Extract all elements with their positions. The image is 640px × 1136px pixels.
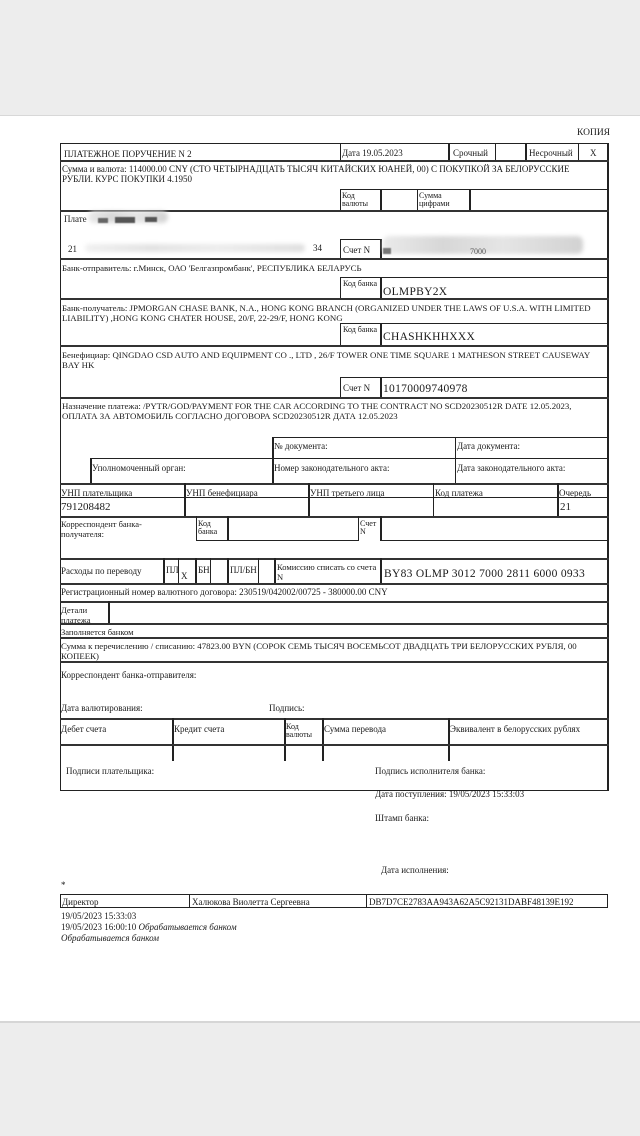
copy-label: КОПИЯ	[577, 128, 611, 138]
beneficiary-text: Бенефициар: QINGDAO CSD AUTO AND EQUIPMENT CO ., LTD , 26/F TOWER ONE TIME SQUARE 1 MATHESON STREET CAUSEWAY BAY HK	[62, 350, 590, 370]
amount-text: Сумма и валюта: 114000.00 CNY (СТО ЧЕТЫРНАДЦАТЬ ТЫСЯЧ КИТАЙСКИХ ЮАНЕЙ, 00) С ПОКУПКОЙ ЗА БЕЛОРУССКИЕ РУБЛИ. КУРС ПОКУПКИ 4.1950	[62, 164, 570, 184]
signer-name: Халюкова Виолетта Сергеевна	[192, 897, 310, 907]
law-number-label: Номер законодательного акта:	[274, 463, 390, 473]
unp-payer-header: УНП плательщика	[61, 488, 133, 498]
payer-line2-prefix: 21	[68, 244, 77, 254]
sender-bank-code: OLMPBY2X	[383, 286, 448, 298]
log-entry-1-timestamp: 19/05/2023 15:33:03	[61, 911, 137, 921]
sender-bank-code-label: Код банка	[343, 279, 377, 288]
law-date-label: Дата законодательного акта:	[457, 463, 566, 473]
log-entry-2-status: Обрабатывается банком	[138, 922, 237, 932]
expenses-pl-checkbox: X	[181, 571, 188, 581]
payer-account-partial: 7000	[470, 247, 486, 256]
recipient-bank-text: Банк-получатель: JPMORGAN CHASE BANK, N.A., HONG KONG BRANCH (ORGANIZED UNDER THE LAWS OF U.S.A. WITH LIMITED LIABILITY) ,HONG KONG CHATER HOUSE, 20/F, 22-29/F, HONG KONG	[62, 303, 591, 323]
bank-executor-signature-label: Подпись исполнителя банка:	[375, 766, 486, 776]
beneficiary-account: 10170009740978	[383, 383, 468, 395]
registration-number: Регистрационный номер валютного договора: 230519/042002/00725 - 380000.00 CNY	[61, 587, 388, 597]
document-title: ПЛАТЕЖНОЕ ПОРУЧЕНИЕ N 2	[64, 149, 192, 159]
bank-stamp-label: Штамп банка:	[375, 813, 429, 823]
signature-hash: DB7D7CE2783AA943A62A5C92131DABF48139E192	[369, 897, 574, 907]
recipient-bank-code: CHASHKHHXXX	[383, 331, 476, 343]
unp-third-party-header: УНП третьего лица	[310, 488, 385, 498]
urgent-label: Срочный	[453, 148, 488, 158]
unp-payer-value: 791208482	[61, 501, 111, 513]
log-entry-2-timestamp: 19/05/2023 16:00:10	[61, 922, 137, 932]
ledger-header-equivalent: Эквивалент в белорусских рублях	[450, 724, 581, 734]
execution-date-label: Дата исполнения:	[381, 865, 449, 875]
ledger-header-credit: Кредит счета	[174, 724, 225, 734]
recipient-bank-code-label: Код банка	[343, 325, 377, 334]
final-status: Обрабатывается банком	[61, 933, 160, 943]
log-entry-2	[61, 922, 237, 932]
queue-value: 21	[560, 501, 571, 513]
authority-label: Уполномоченный орган:	[92, 463, 186, 473]
payer-account-label: Счет N	[343, 245, 371, 255]
sender-correspondent-label: Корреспондент банка-отправителя:	[61, 670, 197, 680]
non-urgent-label: Несрочный	[529, 148, 573, 158]
asterisk-mark: *	[61, 880, 66, 890]
expenses-label: Расходы по переводу	[61, 566, 142, 576]
doc-date-label: Дата документа:	[457, 441, 520, 451]
sender-bank-text: Банк-отправитель: г.Минск, ОАО 'Белгазпромбанк', РЕСПУБЛИКА БЕЛАРУСЬ	[62, 263, 362, 273]
currency-code-label: Код валюты	[342, 191, 369, 208]
correspondent-label: Корреспондент банка-получателя:	[61, 519, 142, 539]
commission-label: Комиссию списать со счета N	[277, 562, 377, 582]
unp-beneficiary-header: УНП бенефициара	[186, 488, 258, 498]
received-date: Дата поступления: 19/05/2023 15:33:03	[375, 789, 525, 799]
correspondent-account-label: Счет N	[360, 519, 377, 536]
payer-signatures-label: Подписи плательщика:	[66, 766, 155, 776]
commission-account: BY83 OLMP 3012 7000 2811 6000 0933	[384, 568, 586, 580]
payment-order-page	[0, 115, 640, 1023]
ledger-header-currency: Код валюты	[286, 722, 313, 739]
payer-line2-suffix: 34	[313, 243, 322, 253]
details-label: Детали платежа	[61, 605, 91, 625]
ledger-header-debit: Дебет счета	[61, 724, 107, 734]
value-date-label: Дата валютирования:	[61, 703, 143, 713]
doc-number-label: № документа:	[274, 441, 328, 451]
non-urgent-checkbox: X	[590, 148, 597, 158]
ledger-header-amount: Сумма перевода	[324, 724, 387, 734]
signer-role: Директор	[62, 897, 99, 907]
expenses-pl-label: ПЛ	[166, 565, 179, 575]
filled-by-bank-label: Заполняется банком	[61, 627, 134, 637]
beneficiary-account-label: Счет N	[343, 383, 371, 393]
payment-code-header: Код платежа	[435, 488, 483, 498]
correspondent-code-label: Код банка	[198, 519, 218, 536]
queue-header: Очередь	[559, 488, 592, 498]
payment-purpose-text: Назначение платежа: /PYTR/GOD/PAYMENT FOR THE CAR ACCORDING TO THE CONTRACT NO SCD20230512R DATE 12.05.2023, ОПЛАТА ЗА АВТОМОБИЛЬ СОГЛАСНО ДОГОВОРА SCD20230512R ДАТА 12.05.2023	[62, 401, 572, 421]
expenses-bn-label: БН	[198, 565, 210, 575]
signature-label: Подпись:	[269, 703, 305, 713]
expenses-plbn-label: ПЛ/БН	[230, 565, 257, 575]
sum-digits-label: Сумма цифрами	[419, 191, 450, 208]
payer-label: Плате	[64, 214, 87, 224]
debit-amount-text: Сумма к перечислению / списанию: 47823.00 BYN (СОРОК СЕМЬ ТЫСЯЧ ВОСЕМЬСОТ ДВАДЦАТЬ ТРИ БЕЛОРУССКИХ РУБЛЯ, 00 КОПЕЕК)	[61, 641, 577, 661]
document-date: Дата 19.05.2023	[342, 148, 403, 158]
